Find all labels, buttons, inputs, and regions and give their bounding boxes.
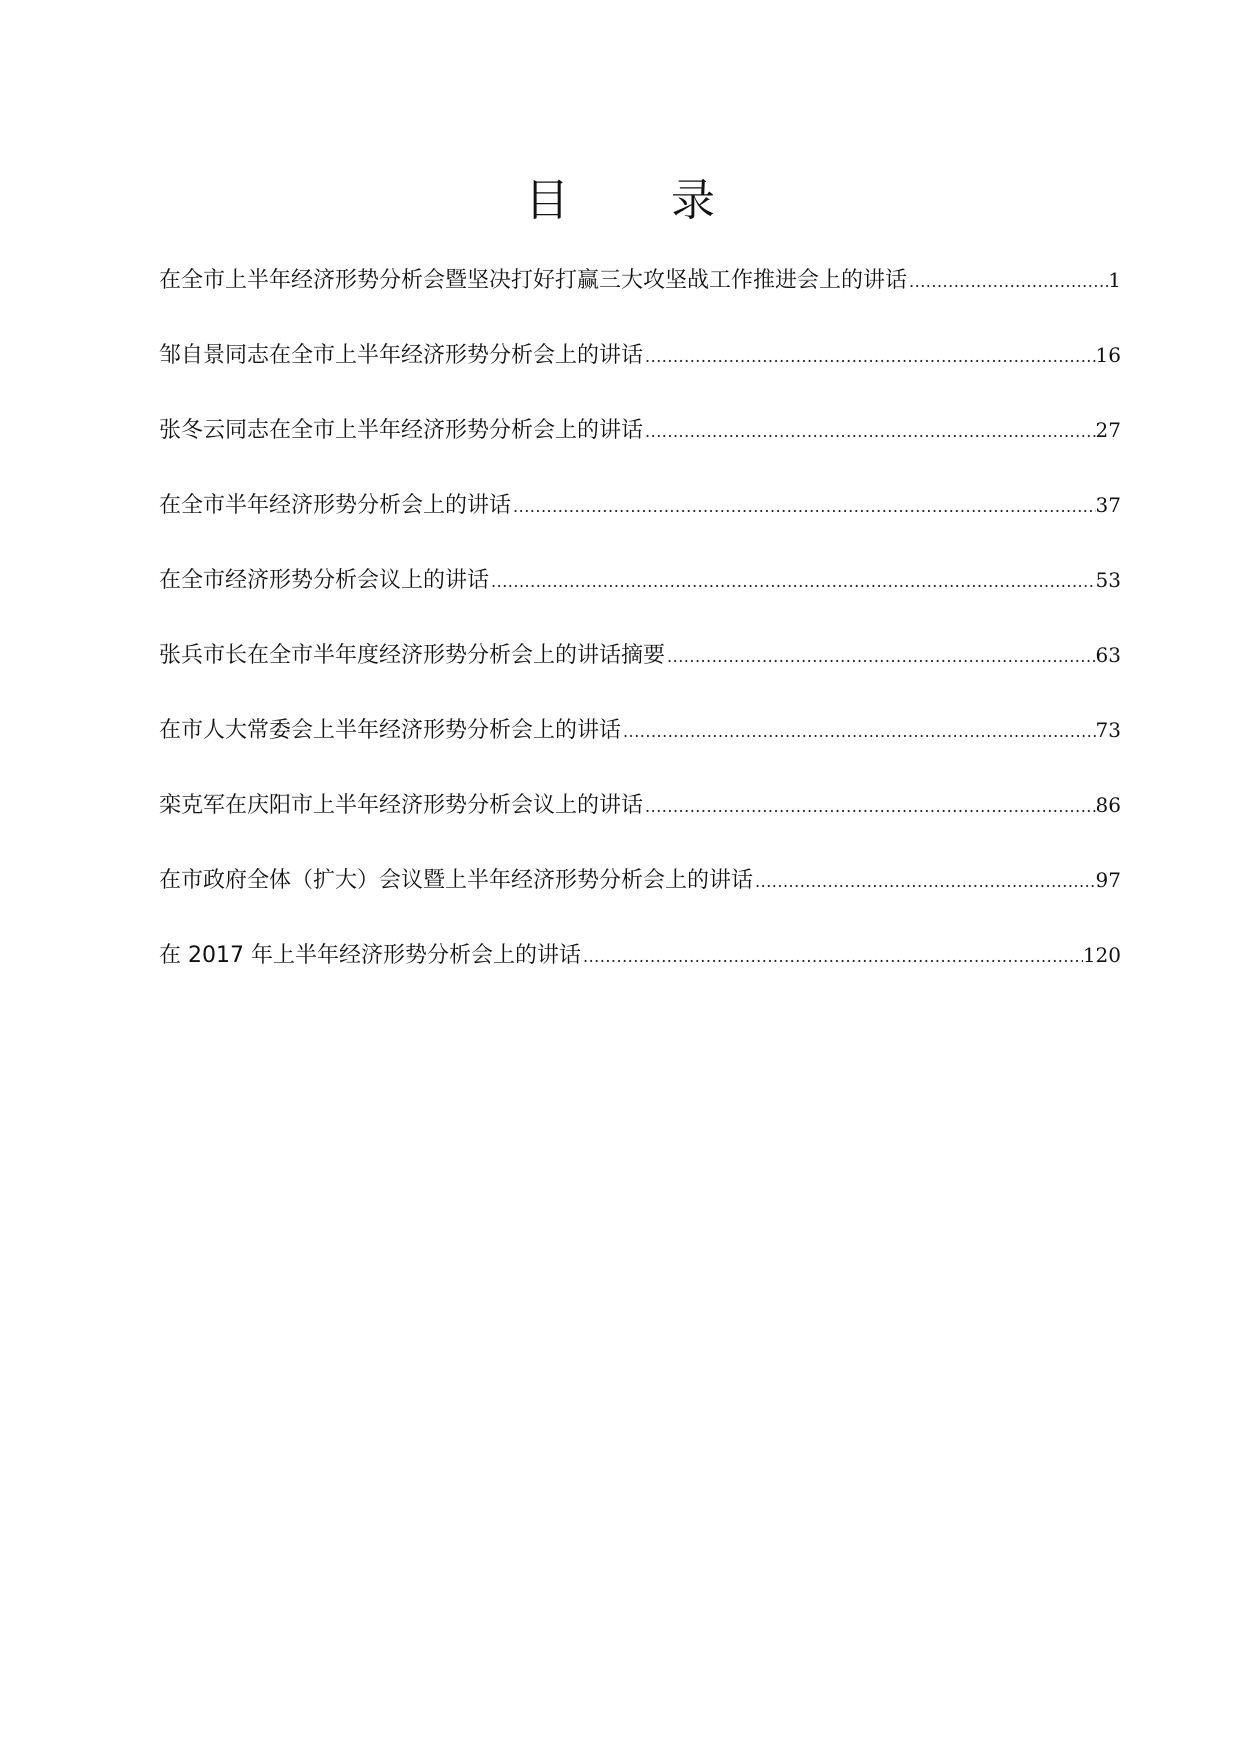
toc-page-number: 53 [1095, 568, 1121, 592]
toc-entry-title: 在全市上半年经济形势分析会暨坚决打好打赢三大攻坚战工作推进会上的讲话 [159, 268, 908, 293]
toc-page-number: 73 [1095, 718, 1121, 742]
toc-dot-leader [643, 785, 1096, 829]
toc-page-number: 120 [1082, 943, 1121, 967]
toc-title: 目 录 [525, 175, 759, 227]
toc-dot-leader [581, 935, 1083, 979]
toc-page-number: 27 [1095, 418, 1121, 442]
toc-entry[interactable] [159, 858, 1121, 933]
toc-entry-title: 邹自景同志在全市上半年经济形势分析会上的讲话 [159, 343, 644, 368]
toc-page-number: 1 [1108, 268, 1121, 292]
toc-entry-title: 在市人大常委会上半年经济形势分析会上的讲话 [159, 718, 622, 743]
toc-entry[interactable] [159, 408, 1121, 483]
toc-entry-title: 栾克军在庆阳市上半年经济形势分析会议上的讲话 [159, 793, 644, 818]
toc-page-number: 97 [1095, 868, 1121, 892]
toc-entry-title: 在全市经济形势分析会议上的讲话 [159, 568, 490, 593]
toc-page-number: 16 [1095, 343, 1121, 367]
toc-dot-leader [907, 260, 1108, 304]
toc-dot-leader [511, 485, 1096, 529]
toc-entry-title: 张冬云同志在全市上半年经济形势分析会上的讲话 [159, 418, 644, 443]
toc-entry[interactable] [159, 933, 1121, 1008]
toc-entry[interactable] [159, 258, 1121, 333]
toc-entry[interactable] [159, 633, 1121, 708]
toc-dot-leader [643, 335, 1096, 379]
toc-dot-leader [643, 410, 1096, 454]
toc-dot-leader [753, 860, 1096, 904]
toc-entry[interactable] [159, 783, 1121, 858]
toc-page-number: 37 [1095, 493, 1121, 517]
toc-entry-title: 在全市半年经济形势分析会上的讲话 [159, 493, 512, 518]
toc-dot-leader [489, 560, 1096, 604]
toc-page-number: 86 [1095, 793, 1121, 817]
toc-entry-title: 在市政府全体（扩大）会议暨上半年经济形势分析会上的讲话 [159, 868, 754, 893]
table-of-contents [159, 258, 1121, 1008]
toc-entry-title: 在 2017 年上半年经济形势分析会上的讲话 [159, 943, 581, 968]
toc-dot-leader [621, 710, 1096, 754]
toc-page-number: 63 [1095, 643, 1121, 667]
toc-entry[interactable] [159, 483, 1121, 558]
toc-entry-title: 张兵市长在全市半年度经济形势分析会上的讲话摘要 [159, 643, 666, 668]
toc-entry[interactable] [159, 333, 1121, 408]
toc-entry[interactable] [159, 708, 1121, 783]
toc-entry[interactable] [159, 558, 1121, 633]
toc-dot-leader [665, 635, 1096, 679]
